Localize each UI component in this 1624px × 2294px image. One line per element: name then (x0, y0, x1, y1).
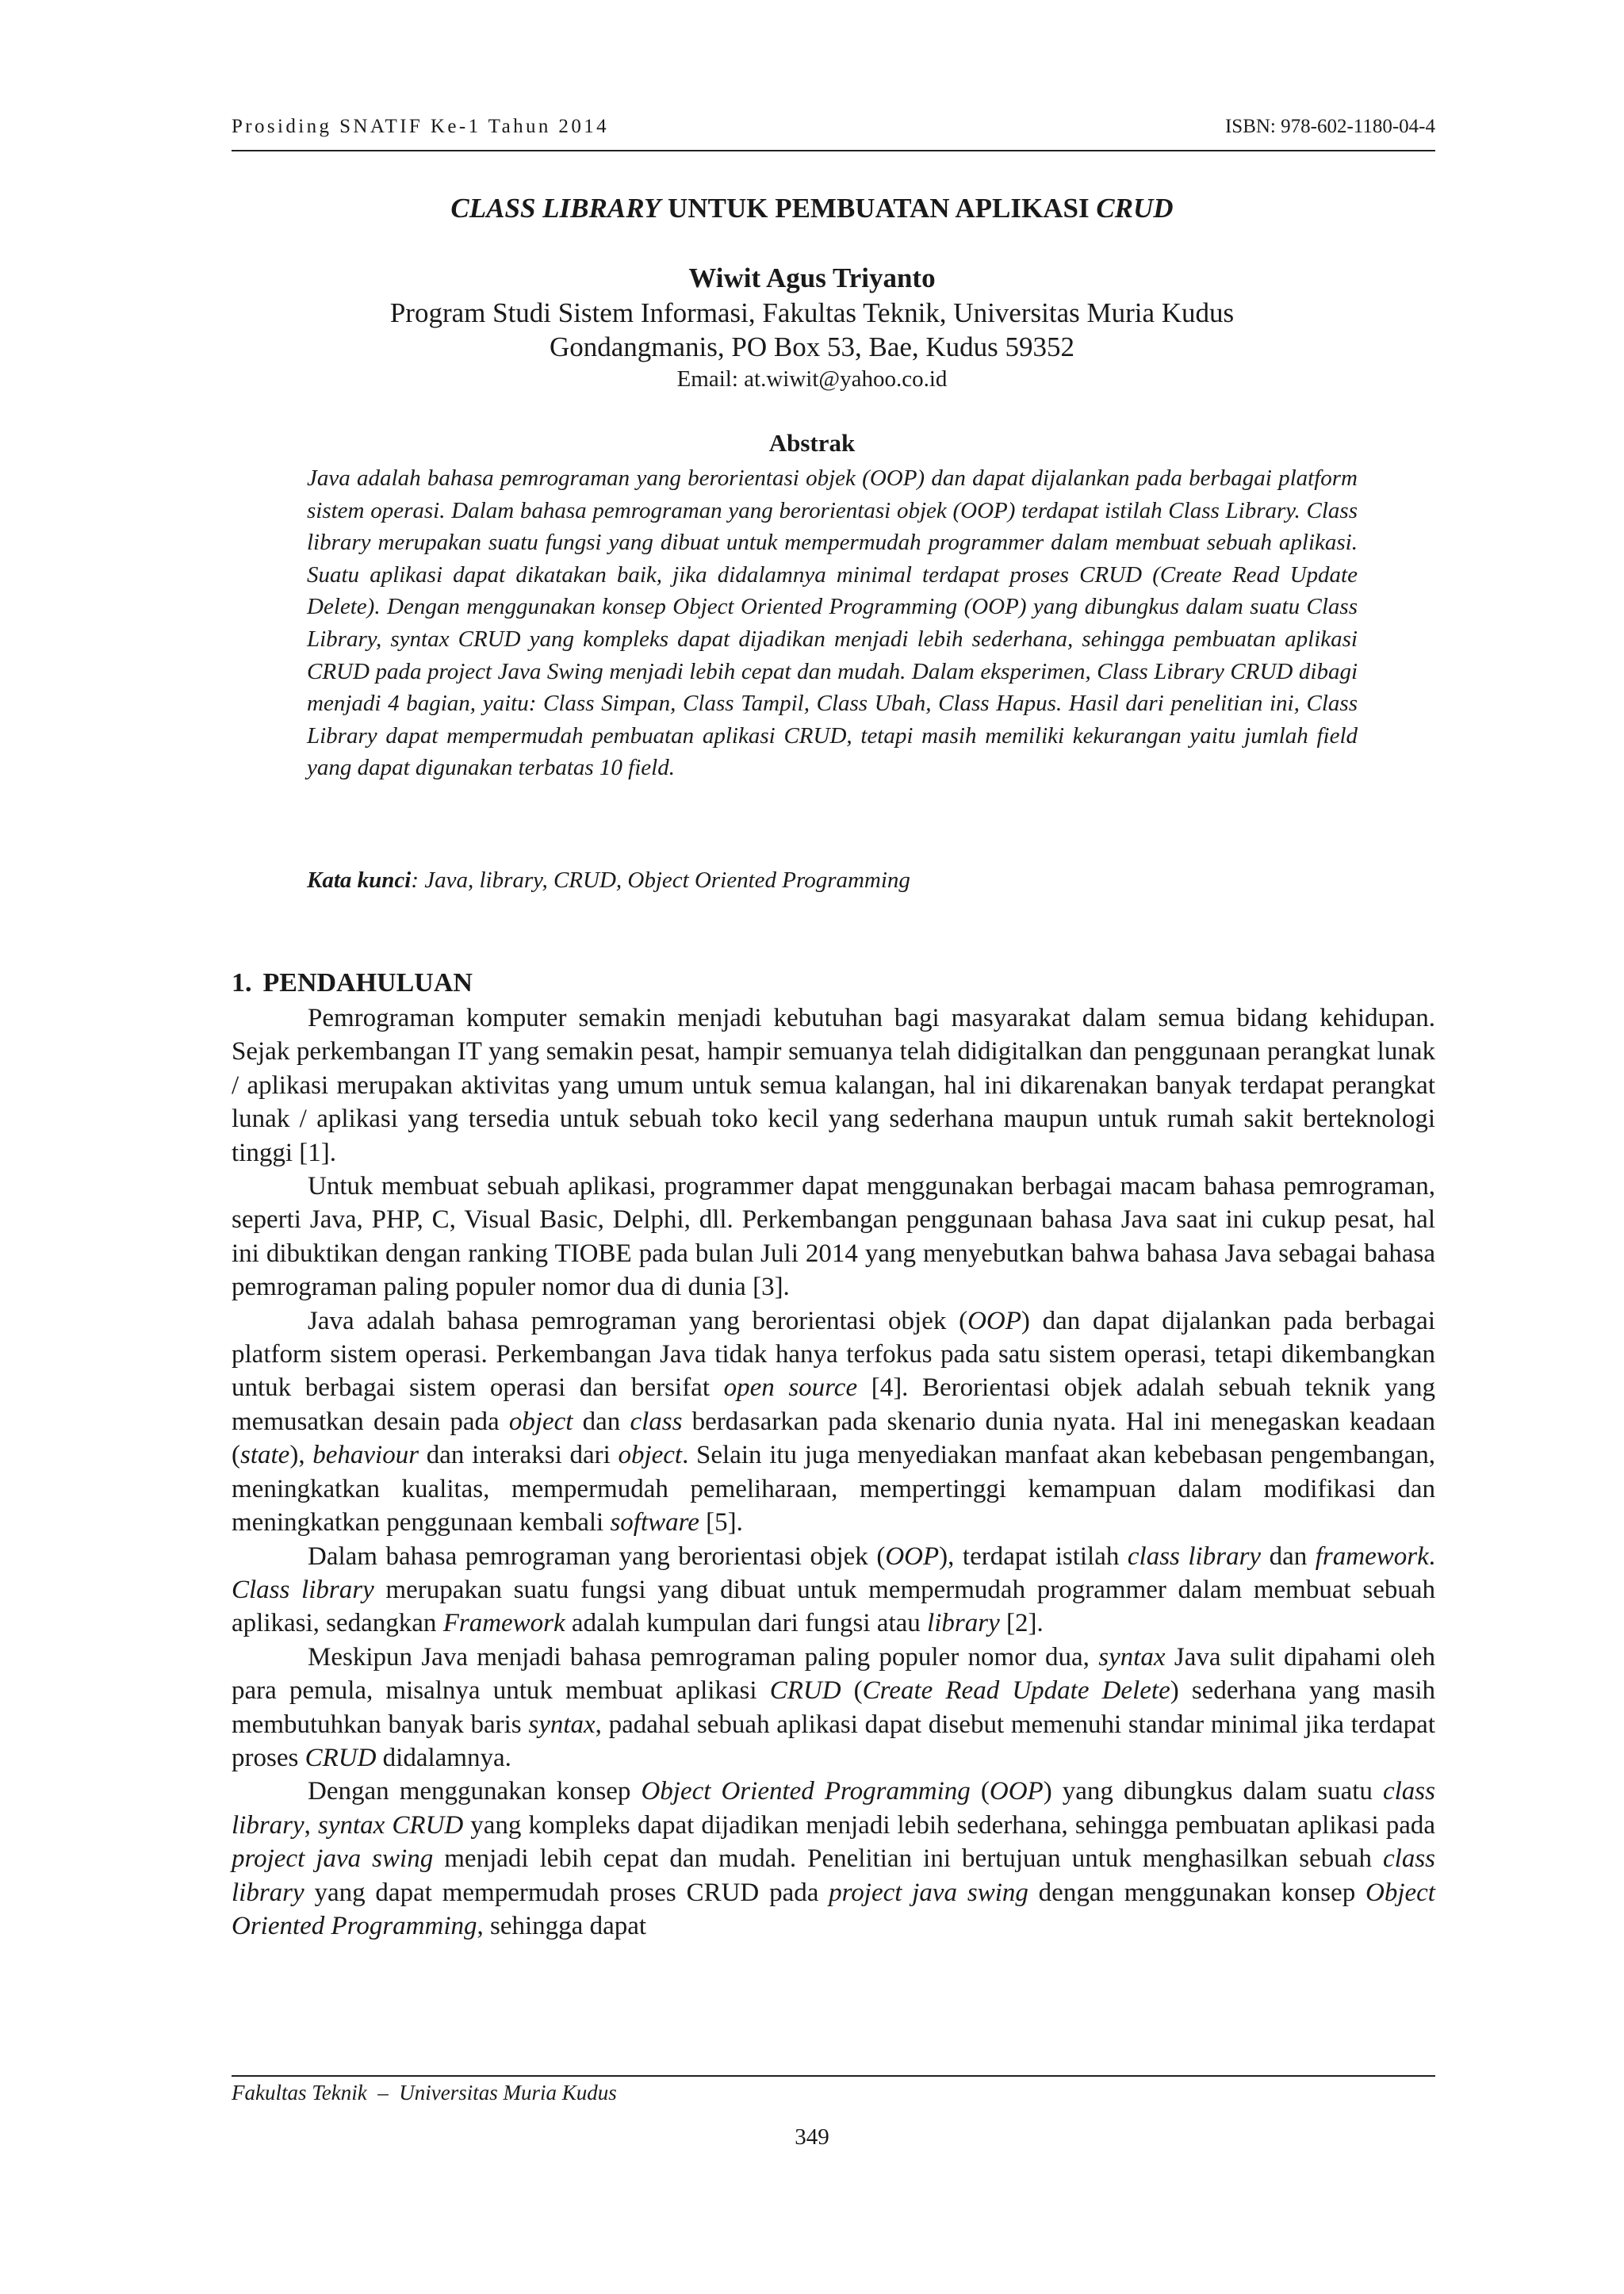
text-run: yang dapat mempermudah proses CRUD pada (304, 1878, 829, 1907)
italic-run: OOP (989, 1777, 1044, 1806)
text-run: didalamnya. (376, 1743, 511, 1772)
text-run: Dengan menggunakan konsep (308, 1777, 642, 1806)
italic-run: Object Oriented Programming (641, 1777, 971, 1806)
italic-run: class library (232, 1844, 1435, 1907)
italic-run: OOP (967, 1306, 1021, 1335)
isbn: ISBN: 978-602-1180-04-4 (1224, 116, 1435, 137)
italic-run: class library (232, 1777, 1435, 1840)
text-run: Dalam bahasa pemrograman yang berorientasi objek ( (308, 1541, 886, 1571)
italic-run: class (630, 1407, 683, 1436)
text-run: merupakan suatu fungsi yang dibuat untuk mempermudah programmer dalam membuat sebuah aplikasi, sedangkan (232, 1575, 1435, 1638)
abstract-heading: Abstrak (768, 429, 856, 457)
section-heading (232, 968, 484, 998)
italic-run: syntax (1098, 1642, 1166, 1672)
text-run: ), terdapat istilah (939, 1541, 1128, 1571)
text-run: [2]. (999, 1609, 1044, 1638)
italic-run: open source (723, 1373, 858, 1403)
header-rule (232, 150, 1435, 151)
text-run: [4]. Berorientasi objek adalah sebuah teknik yang memusatkan desain pada (232, 1373, 1436, 1436)
keywords-list: : Java, library, CRUD, Object Oriented Programming (411, 867, 910, 893)
text-run: dan (1261, 1541, 1316, 1571)
text-run: dan interaksi dari (419, 1441, 619, 1470)
footer-institution: Fakultas Teknik – Universitas Muria Kudus (232, 2081, 617, 2104)
text-run: berdasarkan pada skenario dunia nyata. Hal ini menegaskan keadaan ( (232, 1407, 1435, 1470)
page-number: 349 (795, 2124, 829, 2150)
text-run: . Selain itu juga menyediakan manfaat akan kebebasan pengembangan, meningkatkan kualitas, mempermudah pemeliharaan, mempertinggi kemampuan dalam modifikasi dan meningkatkan penggunaan kembali (232, 1441, 1435, 1538)
italic-run: CRUD (769, 1676, 841, 1706)
text-run: , (304, 1810, 318, 1840)
italic-run: class library (1127, 1541, 1262, 1571)
keywords (307, 867, 910, 894)
text-run: dan (573, 1407, 630, 1436)
body-paragraph (232, 1170, 1435, 1304)
italic-run: OOP (885, 1541, 940, 1571)
text-run: ), (289, 1441, 313, 1470)
body-paragraph (232, 1001, 1435, 1170)
text-run: ( (970, 1777, 990, 1806)
italic-run: syntax (528, 1710, 596, 1739)
text-run: , sehingga dapat (477, 1911, 647, 1940)
text-run: dengan menggunakan konsep (1028, 1878, 1365, 1907)
italic-run: behaviour (312, 1441, 419, 1470)
text-run: Untuk membuat sebuah aplikasi, programmer dapat menggunakan berbagai macam bahasa pemrograman, seperti Java, PHP, C, Visual Basic, Delphi, dll. Perkembangan penggunaan bahasa Java saat ini cukup pesat, hal ini dibuktikan dengan ranking TIOBE pada bulan Juli 2014 yang menyebutkan bahwa bahasa Java sebagai bahasa pemrograman paling populer nomor dua di dunia [3]. (232, 1172, 1435, 1302)
affiliation-line-1: Program Studi Sistem Informasi, Fakultas Teknik, Universitas Muria Kudus (389, 297, 1235, 328)
title-part-3: CRUD (1096, 193, 1174, 224)
section-title: PENDAHULUAN (262, 968, 473, 998)
text-run: Java adalah bahasa pemrograman yang berorientasi objek ( (308, 1306, 968, 1335)
italic-run: Object Oriented Programming (232, 1878, 1435, 1940)
body-paragraph (232, 1775, 1435, 1943)
body-paragraph (232, 1304, 1435, 1540)
text-run: ) dan dapat dijalankan pada berbagai platform sistem operasi. Perkembangan Java tidak hanya terfokus pada satu sistem operasi, tetapi dikembangkan untuk berbagai sistem operasi dan bersifat (232, 1306, 1435, 1403)
body-text (232, 1001, 1435, 1943)
text-run: yang kompleks dapat dijadikan menjadi lebih sederhana, sehingga pembuatan aplikasi pada (463, 1810, 1436, 1840)
italic-run: Create Read Update Delete (862, 1676, 1170, 1706)
running-header (232, 113, 1435, 147)
italic-run: CRUD (304, 1743, 377, 1772)
italic-run: object (618, 1441, 683, 1470)
text-run: adalah kumpulan dari fungsi atau (565, 1609, 928, 1638)
text-run: menjadi lebih cepat dan mudah. Penelitian ini bertujuan untuk menghasilkan sebuah (433, 1844, 1383, 1874)
text-run: . (1428, 1541, 1435, 1571)
footer-rule (232, 2075, 1435, 2077)
text-run: Pemrograman komputer semakin menjadi kebutuhan bagi masyarakat dalam semua bidang kehidupan. Sejak perkembangan IT yang semakin pesat, hampir semuanya telah didigitalkan dan penggunaan perangkat lunak / aplikasi merupakan aktivitas yang umum untuk semua kalangan, hal ini dikarenakan banyak terdapat perangkat lunak / aplikasi yang tersedia untuk sebuah toko kecil yang sederhana maupun untuk rumah sakit berteknologi tinggi [1]. (232, 1004, 1435, 1167)
paper-title (0, 193, 1624, 224)
author-name: Wiwit Agus Triyanto (688, 262, 936, 293)
author-email: Email: at.wiwit@yahoo.co.id (676, 366, 948, 392)
italic-run: framework (1315, 1541, 1429, 1571)
italic-run: object (508, 1407, 573, 1436)
text-run: , padahal sebuah aplikasi dapat disebut memenuhi standar minimal jika terdapat proses (232, 1710, 1435, 1772)
body-paragraph (232, 1641, 1435, 1775)
italic-run: project java swing (232, 1844, 434, 1874)
italic-run: project java swing (829, 1878, 1028, 1907)
text-run: ) sederhana yang masih membutuhkan banyak baris (232, 1676, 1435, 1739)
italic-run: state (240, 1441, 290, 1470)
text-run: ) yang dibungkus dalam suatu (1043, 1777, 1383, 1806)
text-run: ( (841, 1676, 863, 1706)
text-run: [5]. (699, 1508, 743, 1538)
abstract-text: Java adalah bahasa pemrograman yang berorientasi objek (OOP) dan dapat dijalankan pada berbagai platform sistem operasi. Dalam bahasa pemrograman yang berorientasi objek (OOP) terdapat istilah Class Library. Class library merupakan suatu fungsi yang dibuat untuk mempermudah programmer dalam membuat sebuah aplikasi. Suatu aplikasi dapat dikatakan baik, jika didalamnya minimal terdapat proses CRUD (Create Read Update Delete). Dengan menggunakan konsep Object Oriented Programming (OOP) yang dibungkus dalam suatu Class Library, syntax CRUD yang kompleks dapat dijadikan menjadi lebih sederhana, sehingga pembuatan aplikasi CRUD pada project Java Swing menjadi lebih cepat dan mudah. Dalam eksperimen, Class Library CRUD dibagi menjadi 4 bagian, yaitu: Class Simpan, Class Tampil, Class Ubah, Class Hapus. Hasil dari penelitian ini, Class Library dapat mempermudah pembuatan aplikasi CRUD, tetapi masih memiliki kekurangan yaitu jumlah field yang dapat digunakan terbatas 10 field. (307, 465, 1358, 781)
title-part-1: CLASS LIBRARY (450, 193, 661, 224)
italic-run: software (610, 1508, 699, 1538)
text-run: Java sulit dipahami oleh para pemula, misalnya untuk membuat aplikasi (232, 1642, 1435, 1706)
section-number: 1. (232, 968, 252, 998)
body-paragraph (232, 1540, 1435, 1641)
proceedings-name: Prosiding SNATIF Ke-1 Tahun 2014 (232, 116, 610, 137)
italic-run: Framework (442, 1609, 565, 1638)
italic-run: library (927, 1609, 1000, 1638)
italic-run: syntax CRUD (317, 1810, 464, 1840)
keywords-label: Kata kunci (307, 867, 412, 893)
affiliation-line-2: Gondangmanis, PO Box 53, Bae, Kudus 59352 (549, 331, 1075, 362)
text-run: Meskipun Java menjadi bahasa pemrograman paling populer nomor dua, (308, 1642, 1099, 1672)
title-part-2: UNTUK PEMBUATAN APLIKASI (661, 193, 1097, 224)
italic-run: Class library (232, 1575, 374, 1604)
